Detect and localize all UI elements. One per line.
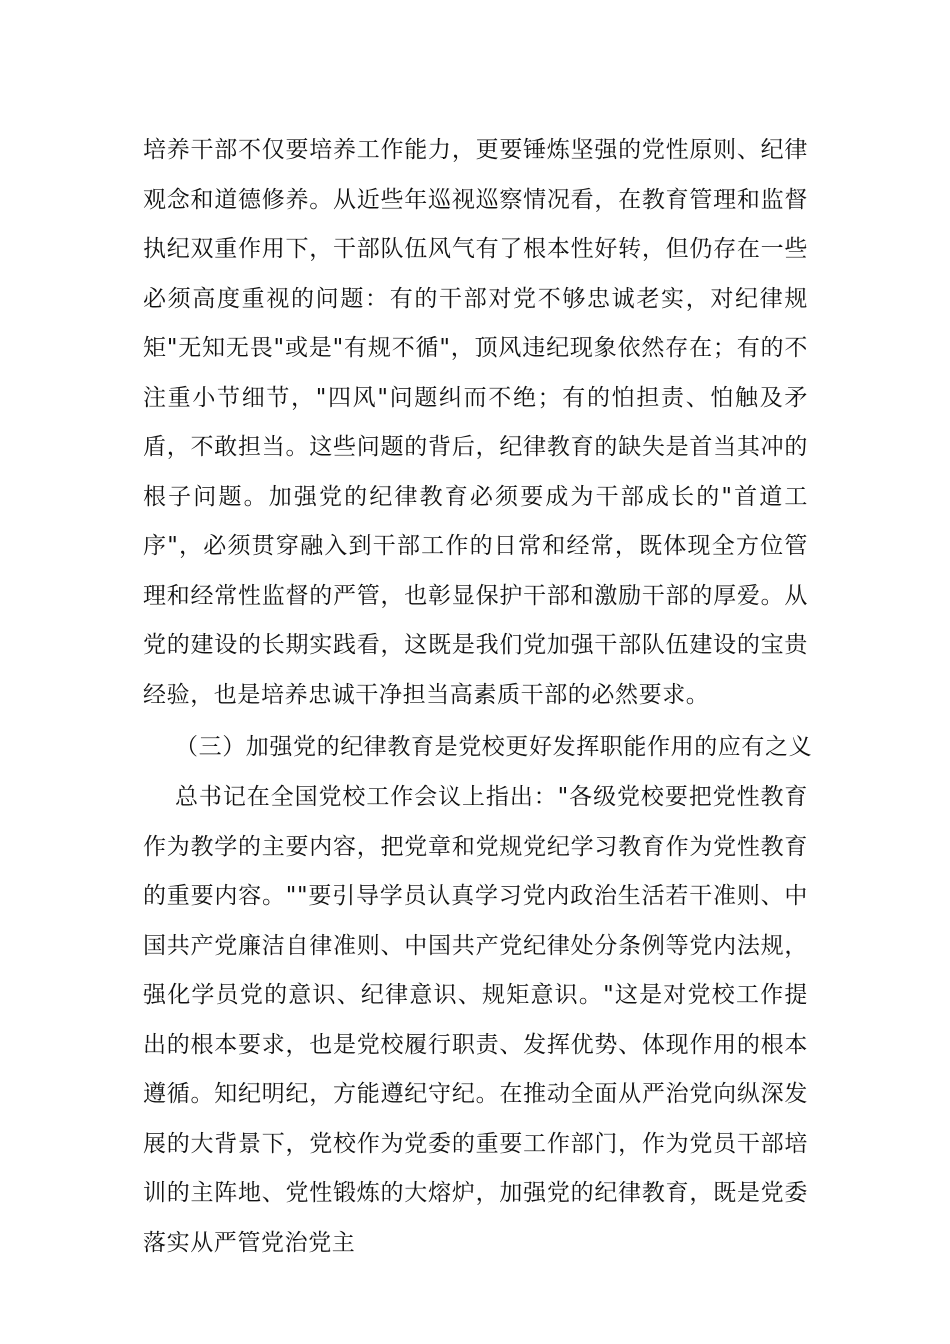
body-paragraph-discipline-education: 培养干部不仅要培养工作能力，更要锤炼坚强的党性原则、纪律观念和道德修养。从近些年巡视巡察情况看，在教育管理和监督执纪双重作用下，干部队伍风气有了根本性好转，但仍存在一些必须高度重视的问题：有的干部对党不够忠诚老实，对纪律规矩"无知无畏"或是"有规不循"，顶风违纪现象依然存在；有的不注重小节细节，"四风"问题纠而不绝；有的怕担责、怕触及矛盾，不敢担当。这些问题的背后，纪律教育的缺失是首当其冲的根子问题。加强党的纪律教育必须要成为干部成长的"首道工序"，必须贯穿融入到干部工作的日常和经常，既体现全方位管理和经常性监督的严管，也彰显保护干部和激励干部的厚爱。从党的建设的长期实践看，这既是我们党加强干部队伍建设的宝贵经验，也是培养忠诚干净担当高素质干部的必然要求。 <box>143 137 808 708</box>
section-heading-3: （三）加强党的纪律教育是党校更好发挥职能作用的应有之义 <box>175 734 813 760</box>
body-paragraph-party-school: 总书记在全国党校工作会议上指出："各级党校要把党性教育作为教学的主要内容，把党章和党规党纪学习教育作为党性教育的重要内容。""要引导学员认真学习党内政治生活若干准则、中国共产党廉洁自律准则、中国共产党纪律处分条例等党内法规，强化学员党的意识、纪律意识、规矩意识。"这是对党校工作提出的根本要求，也是党校履行职责、发挥优势、体现作用的根本遵循。知纪明纪，方能遵纪守纪。在推动全面从严治党向纵深发展的大背景下，党校作为党委的重要工作部门，作为党员干部培训的主阵地、党性锻炼的大熔炉，加强党的纪律教育，既是党委落实从严管党治党主 <box>143 784 808 1256</box>
